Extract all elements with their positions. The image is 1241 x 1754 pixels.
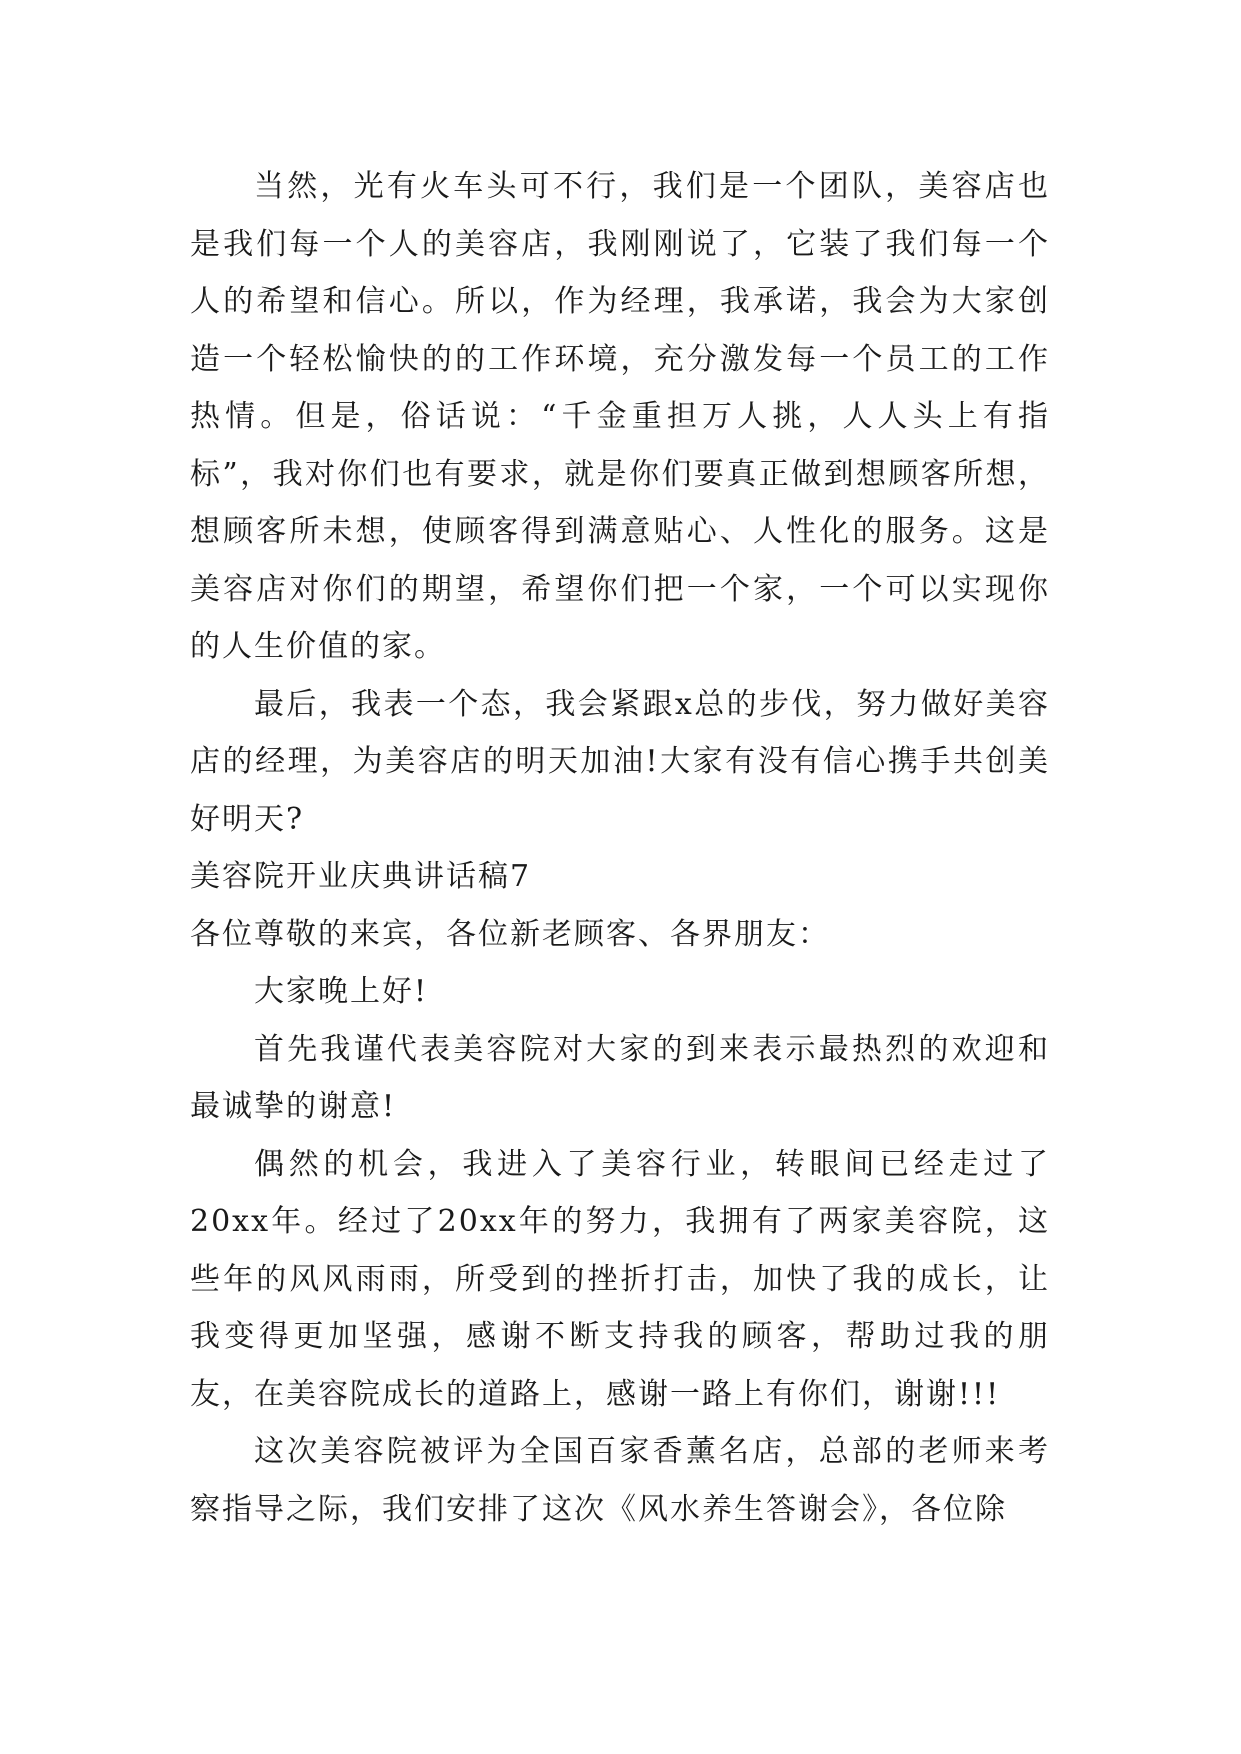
paragraph-history: 偶然的机会，我进入了美容行业，转眼间已经走过了20xx年。经过了20xx年的努力，我拥有了两家美容院，这些年的风风雨雨，所受到的挫折打击，加快了我的成长，让我变得更加坚强，感谢不断支持我的顾客，帮助过我的朋友，在美容院成长的道路上，感谢一路上有你们，谢谢!!!	[190, 1146, 1050, 1412]
document-body	[190, 158, 1050, 1538]
paragraph-award: 这次美容院被评为全国百家香薰名店，总部的老师来考察指导之际，我们安排了这次《风水养生答谢会》，各位除	[190, 1434, 1050, 1527]
paragraph-greeting: 大家晚上好!	[254, 974, 429, 1009]
paragraph-team-commitment: 当然，光有火车头可不行，我们是一个团队，美容店也是我们每一个人的美容店，我刚刚说了，它装了我们每一个人的希望和信心。所以，作为经理，我承诺，我会为大家创造一个轻松愉快的的工作环境，充分激发每一个员工的工作热情。但是，俗话说：“千金重担万人挑，人人头上有指标”，我对你们也有要求，就是你们要真正做到想顾客所想，想顾客所未想，使顾客得到满意贴心、人性化的服务。这是美容店对你们的期望，希望你们把一个家，一个可以实现你的人生价值的家。	[190, 169, 1050, 664]
salutation: 各位尊敬的来宾，各位新老顾客、各界朋友：	[190, 916, 830, 952]
paragraph-closing-statement: 最后，我表一个态，我会紧跟x总的步伐，努力做好美容店的经理，为美容店的明天加油!大家有没有信心携手共创美好明天?	[190, 686, 1050, 837]
section-title: 美容院开业庆典讲话稿7	[190, 859, 532, 894]
paragraph-welcome: 首先我谨代表美容院对大家的到来表示最热烈的欢迎和最诚挚的谢意!	[190, 1031, 1050, 1124]
